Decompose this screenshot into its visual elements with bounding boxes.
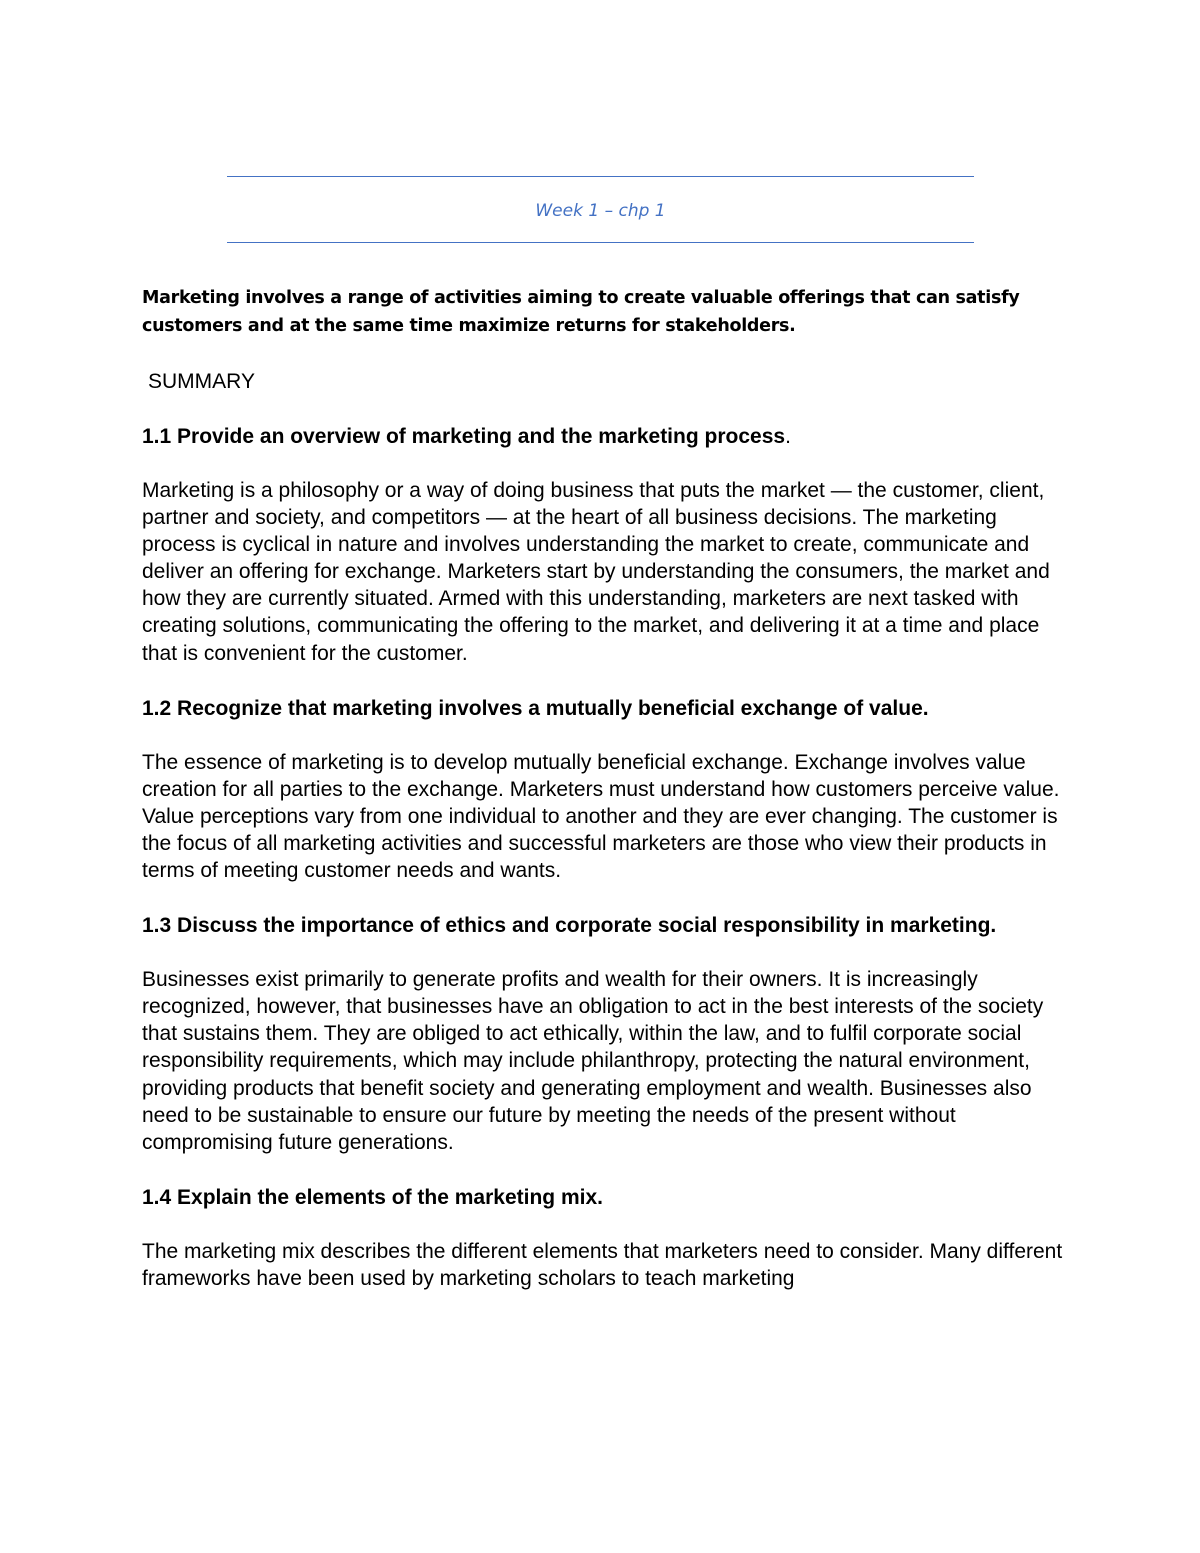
section-heading-suffix: . (785, 425, 791, 448)
section-heading-1-3: 1.3 Discuss the importance of ethics and corporate social responsibility in marketing. (142, 914, 997, 938)
section-body-1-4: The marketing mix describes the different elements that marketers need to consider. Many different frameworks have been used by marketing scholars to teach marketing (142, 1239, 1063, 1290)
section-heading-1-1 (142, 423, 1072, 450)
section-body-1-1: Marketing is a philosophy or a way of doing business that puts the market — the customer, client, partner and society, and competitors — at the heart of all business decisions. The marketing process is cyclical in nature and involves understanding the market to create, communicate and deliver an offering for exchange. Marketers start by understanding the consumers, the market and how they are currently situated. Armed with this understanding, marketers are next tasked with creating solutions, communicating the offering to the market, and delivering it at a time and place that is convenient for the customer. (142, 479, 1050, 665)
section-heading-1-2: 1.2 Recognize that marketing involves a mutually beneficial exchange of value. (142, 696, 929, 720)
document-body (142, 284, 1072, 1292)
section-body-1-2: The essence of marketing is to develop mutually beneficial exchange. Exchange involves value creation for all parties to the exchange. Marketers must understand how customers perceive value. Value perceptions vary from one individual to another and they are ever changing. The customer is the focus of all marketing activities and successful marketers are those who view their products in terms of meeting customer needs and wants. (142, 750, 1060, 883)
intro-paragraph: Marketing involves a range of activities aiming to create valuable offerings that can satisfy customers and at the same time maximize returns for stakeholders. (142, 288, 1020, 336)
section-heading-text: 1.1 Provide an overview of marketing and the marketing process (142, 425, 786, 448)
summary-label: SUMMARY (148, 370, 255, 393)
intense-quote-block (227, 176, 974, 243)
section-heading-1-4: 1.4 Explain the elements of the marketing mix. (142, 1185, 603, 1209)
section-body-1-3: Businesses exist primarily to generate profits and wealth for their owners. It is increasingly recognized, however, that businesses have an obligation to act in the best interests of the society that sustains them. They are obliged to act ethically, within the law, and to fulfil corporate social responsibility requirements, which may include philanthropy, protecting the natural environment, providing products that benefit society and generating employment and wealth. Businesses also need to be sustainable to ensure our future by meeting the needs of the present without compromising future generations. (142, 968, 1044, 1154)
week-title: Week 1 – chp 1 (535, 200, 666, 221)
